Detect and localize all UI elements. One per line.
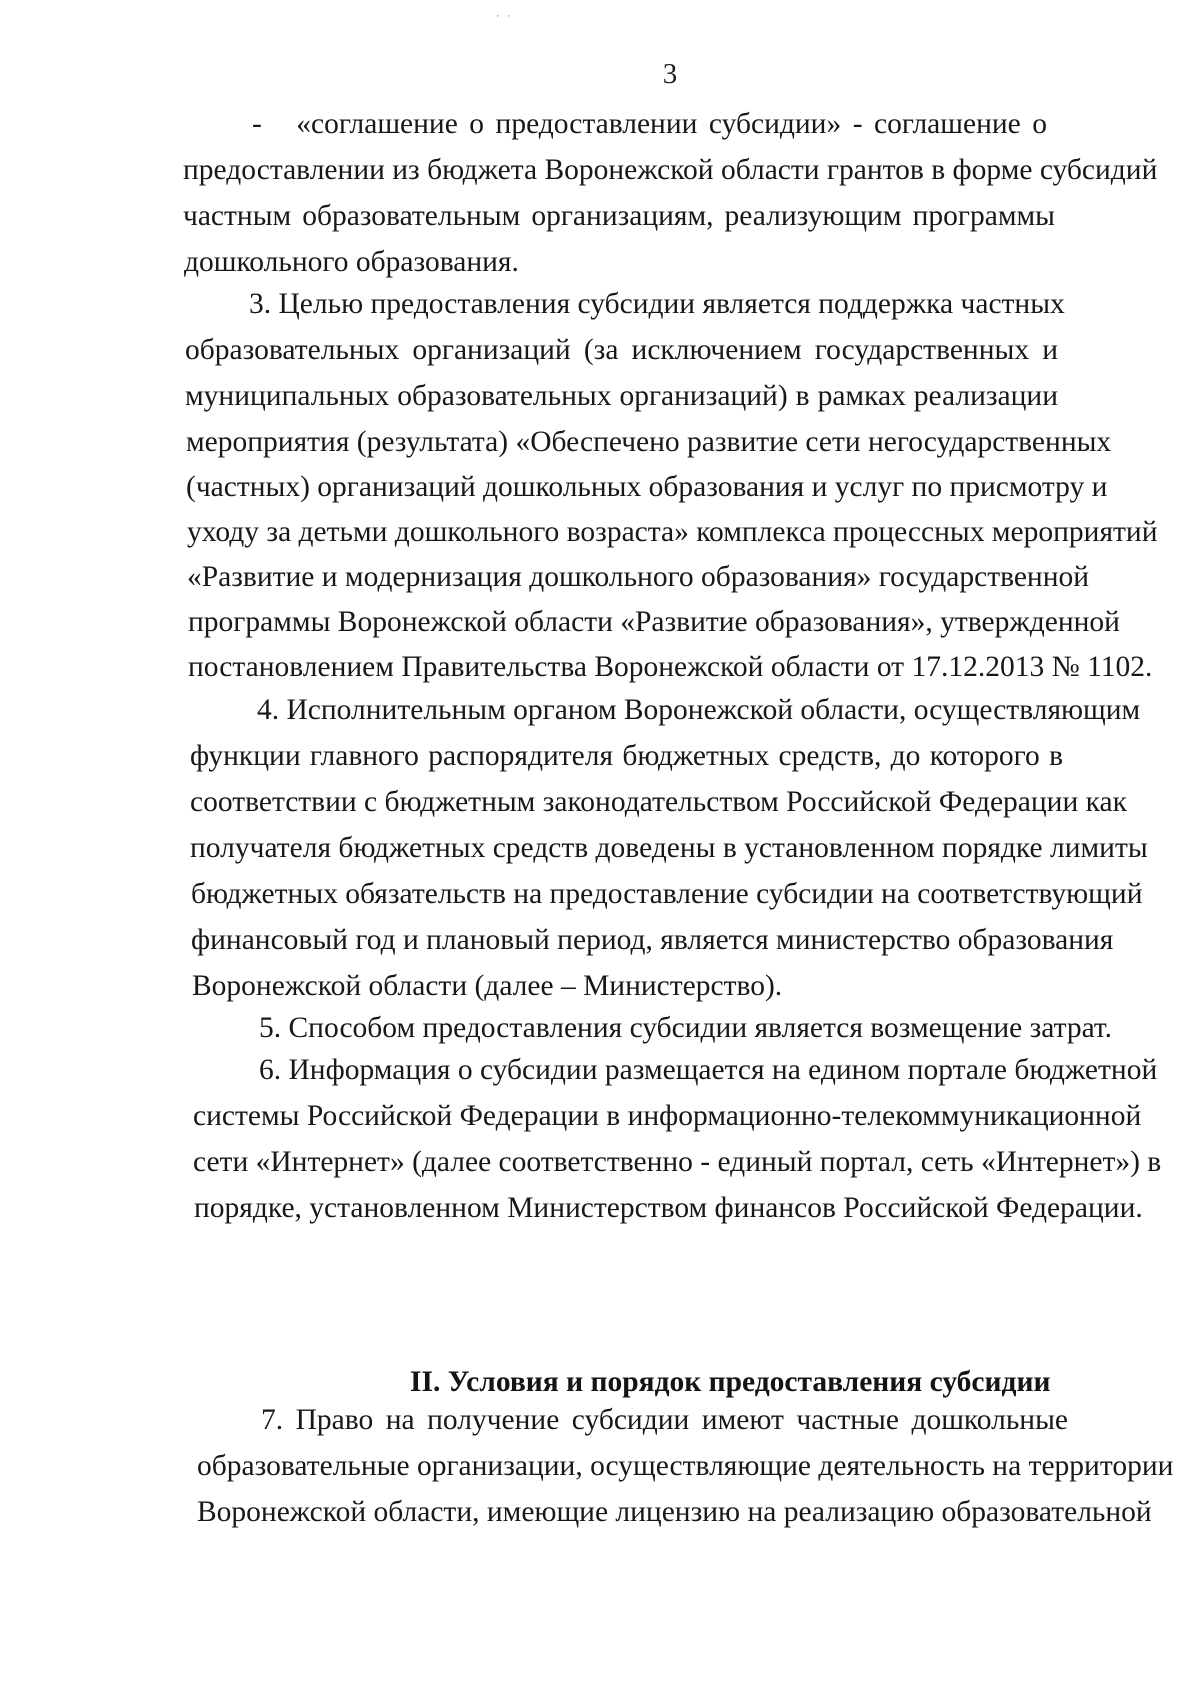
text-line: сети «Интернет» (далее соответственно - единый портал, сеть «Интернет») в: [193, 1146, 1162, 1178]
text-line: функции главного распорядителя бюджетных средств, до которого в: [190, 740, 1063, 772]
scan-artifact-mark: ʼ ': [496, 14, 513, 25]
text-line: финансовый год и плановый период, является министерство образования: [191, 924, 1114, 956]
text-line: частным образовательным организациям, реализующим программы: [183, 200, 1055, 232]
text-line: дошкольного образования.: [184, 246, 519, 278]
text-line: 6. Информация о субсидии размещается на едином портале бюджетной: [259, 1054, 1158, 1086]
text-line: 3. Целью предоставления субсидии является поддержка частных: [249, 288, 1065, 320]
text-line: бюджетных обязательств на предоставление субсидии на соответствующий: [191, 878, 1143, 910]
text-line: получателя бюджетных средств доведены в установленном порядке лимиты: [190, 832, 1148, 864]
page-number: 3: [662, 58, 678, 90]
text-line: постановлением Правительства Воронежской области от 17.12.2013 № 1102.: [188, 651, 1153, 683]
text-line: соответствии с бюджетным законодательством Российской Федерации как: [190, 786, 1127, 818]
text-line: - «соглашение о предоставлении субсидии» - соглашение о: [252, 108, 1047, 140]
text-line: предоставлении из бюджета Воронежской области грантов в форме субсидий: [183, 154, 1158, 186]
text-line: системы Российской Федерации в информационно-телекоммуникационной: [193, 1100, 1142, 1132]
text-line: образовательные организации, осуществляющие деятельность на территории: [197, 1450, 1174, 1482]
text-line: образовательных организаций (за исключением государственных и: [185, 334, 1058, 366]
text-line: «Развитие и модернизация дошкольного образования» государственной: [187, 561, 1090, 593]
text-line: 7. Право на получение субсидии имеют частные дошкольные: [261, 1404, 1068, 1436]
text-line: программы Воронежской области «Развитие образования», утвержденной: [188, 606, 1120, 638]
text-line: уходу за детьми дошкольного возраста» комплекса процессных мероприятий: [187, 516, 1158, 548]
text-line: Воронежской области, имеющие лицензию на реализацию образовательной: [197, 1496, 1152, 1528]
text-line: Воронежской области (далее – Министерство).: [192, 970, 783, 1002]
text-line: (частных) организаций дошкольных образования и услуг по присмотру и: [186, 471, 1108, 503]
text-line: мероприятия (результата) «Обеспечено развитие сети негосударственных: [186, 426, 1112, 458]
text-line: 5. Способом предоставления субсидии является возмещение затрат.: [259, 1012, 1112, 1044]
text-line: 4. Исполнительным органом Воронежской области, осуществляющим: [257, 694, 1141, 726]
text-line: муниципальных образовательных организаций) в рамках реализации: [185, 380, 1058, 412]
section-heading: II. Условия и порядок предоставления субсидии: [410, 1366, 1051, 1398]
text-line: порядке, установленном Министерством финансов Российской Федерации.: [194, 1192, 1143, 1224]
